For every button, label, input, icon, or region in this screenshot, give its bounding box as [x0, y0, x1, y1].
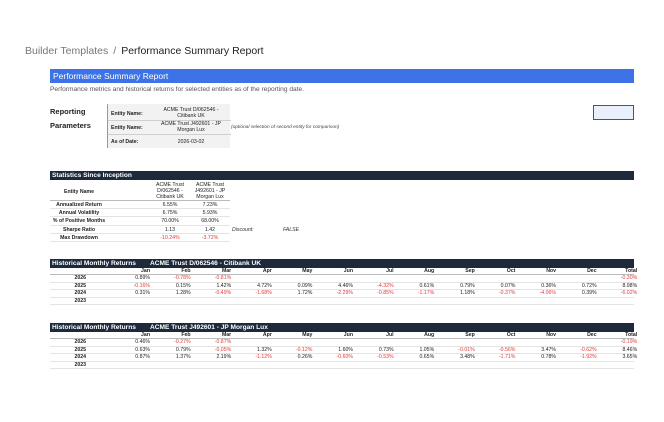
- breadcrumb: [25, 45, 264, 57]
- monthly-returns-entity: ACME Trust J492601 - JP Morgan Lux: [150, 324, 268, 331]
- return-cell: 0.09%: [297, 282, 313, 289]
- stat-value-entity1: 6.55%: [162, 202, 178, 208]
- column-header: Sep: [465, 268, 475, 274]
- year-label: 2024: [74, 354, 86, 361]
- return-cell: 1.37%: [175, 354, 191, 361]
- as-of-date-label: As of Date:: [111, 139, 139, 145]
- column-header: Total: [625, 268, 638, 274]
- return-cell: 1.60%: [338, 346, 353, 353]
- table-row: [50, 354, 638, 362]
- header-line: Morgan Lux: [196, 194, 224, 201]
- stat-value-entity2: -3.72%: [201, 234, 219, 241]
- column-header: Oct: [506, 332, 516, 338]
- column-header: Apr: [262, 268, 272, 274]
- column-header: Dec: [587, 332, 597, 338]
- return-cell: -0.05%: [214, 346, 232, 353]
- return-cell: 0.87%: [135, 354, 150, 361]
- return-cell: 0.61%: [419, 282, 435, 289]
- return-cell: 8.46%: [622, 346, 638, 353]
- table-row: [50, 339, 638, 347]
- entity1-select[interactable]: [154, 107, 228, 119]
- entity2-column-header: [190, 182, 230, 201]
- header-line: Citibank UK: [156, 194, 184, 201]
- column-header: Jan: [141, 332, 150, 338]
- divider: [108, 134, 231, 135]
- return-cell: 0.31%: [135, 290, 150, 297]
- stat-label: % of Positive Months: [52, 218, 106, 225]
- stat-value-entity1: 6.75%: [162, 210, 178, 217]
- table-row: [50, 362, 634, 370]
- statistics-header: [50, 171, 634, 180]
- column-header: Jul: [386, 332, 394, 338]
- stat-value-entity1: 70.00%: [161, 218, 179, 225]
- return-cell: -0.62%: [580, 346, 597, 353]
- return-cell: -0.27%: [174, 339, 191, 345]
- return-cell: 0.26%: [297, 354, 313, 361]
- monthly-returns-entity: ACME Trust D/062546 - Citibank UK: [150, 260, 262, 267]
- return-cell: 0.46%: [135, 339, 150, 345]
- return-cell: 0.78%: [541, 354, 556, 361]
- return-cell: -0.30%: [620, 275, 638, 281]
- header-line: ACME Trust: [156, 182, 184, 188]
- table-row: [50, 346, 638, 355]
- entity-name-header: Entity Name: [64, 189, 94, 195]
- selected-cell[interactable]: [593, 105, 634, 120]
- return-cell: -0.60%: [336, 354, 353, 361]
- column-header: Feb: [181, 332, 191, 338]
- column-header-row: [50, 268, 638, 275]
- return-cell: 1.42%: [216, 282, 232, 289]
- entity1-line1: ACME Trust D/062546 -: [163, 107, 219, 113]
- report-subtitle: Performance metrics and historical returns for selected entities as of the reporting date.: [50, 86, 304, 93]
- return-cell: -1.71%: [498, 354, 516, 361]
- entity2-line2: Morgan Lux: [177, 127, 205, 134]
- return-cell: 0.65%: [419, 354, 435, 361]
- entity1-column-header: [150, 182, 190, 201]
- table-row: [50, 217, 230, 225]
- column-header: Apr: [262, 332, 272, 338]
- column-header: Jan: [141, 268, 150, 274]
- entity2-label: Entity Name:: [111, 125, 143, 131]
- return-cell: -0.53%: [377, 354, 394, 361]
- monthly-returns-table-entity2: [50, 332, 638, 369]
- return-cell: 0.79%: [175, 346, 191, 353]
- monthly-returns-title: Historical Monthly Returns: [52, 260, 136, 267]
- parameters-panel: [107, 104, 230, 148]
- return-cell: -4.32%: [377, 282, 394, 289]
- header-line: ACME Trust: [196, 182, 224, 188]
- stat-value-entity2: 68.00%: [201, 218, 219, 225]
- monthly-returns-header-entity2: [50, 323, 634, 332]
- breadcrumb-current: Performance Summary Report: [121, 45, 264, 57]
- return-cell: 0.89%: [135, 275, 150, 281]
- stat-label: Max Drawdown: [60, 234, 98, 241]
- column-header: Jun: [343, 332, 353, 338]
- return-cell: 0.07%: [500, 282, 516, 289]
- column-header: Oct: [506, 268, 516, 274]
- discount-label: Discount:: [232, 227, 254, 233]
- year-label: 2024: [74, 290, 86, 297]
- table-row: [50, 290, 638, 298]
- stat-value-entity2: 5.93%: [202, 210, 218, 217]
- return-cell: 0.36%: [541, 282, 556, 289]
- table-row: [50, 234, 230, 242]
- return-cell: -1.17%: [417, 290, 435, 297]
- table-row: [50, 226, 230, 234]
- return-cell: 4.46%: [338, 282, 353, 289]
- header-line: D/062546 -: [157, 188, 183, 195]
- return-cell: -0.01%: [458, 346, 475, 353]
- return-cell: 8.98%: [622, 282, 638, 289]
- column-header: May: [302, 332, 313, 338]
- reporting-parameters-heading-line2: Parameters: [50, 121, 91, 130]
- monthly-returns-table-entity1: [50, 268, 638, 305]
- return-cell: -0.19%: [620, 339, 638, 345]
- return-cell: 0.73%: [378, 346, 394, 353]
- return-cell: -0.16%: [133, 282, 150, 289]
- return-cell: -4.06%: [539, 290, 556, 297]
- stat-label: Sharpe Ratio: [63, 226, 95, 233]
- return-cell: -2.29%: [336, 290, 353, 297]
- return-cell: 1.05%: [419, 346, 435, 353]
- return-cell: -0.85%: [377, 290, 394, 297]
- column-header: Sep: [465, 332, 475, 338]
- year-label: 2026: [74, 339, 86, 345]
- stat-label: Annual Volatility: [58, 210, 100, 217]
- column-header: Jul: [386, 268, 394, 274]
- year-label: 2023: [74, 361, 86, 368]
- column-header: Aug: [424, 268, 435, 274]
- return-cell: -6.02%: [620, 290, 638, 297]
- table-row: [50, 201, 230, 209]
- return-cell: 3.47%: [541, 346, 556, 353]
- column-header-row: [50, 332, 638, 339]
- return-cell: -1.12%: [255, 354, 272, 361]
- return-cell: -0.81%: [214, 275, 232, 281]
- entity1-label: Entity Name:: [111, 111, 143, 117]
- report-title-banner: Performance Summary Report: [50, 69, 634, 83]
- year-label: 2026: [74, 275, 86, 281]
- return-cell: 0.72%: [581, 282, 597, 289]
- stat-label: Annualized Return: [56, 202, 102, 208]
- return-cell: 4.72%: [257, 282, 272, 289]
- monthly-returns-title: Historical Monthly Returns: [52, 324, 136, 331]
- table-row: [50, 275, 638, 283]
- column-header: Dec: [587, 268, 597, 274]
- year-label: 2023: [74, 297, 86, 304]
- statistics-title: Statistics Since Inception: [52, 172, 132, 179]
- column-header: Feb: [181, 268, 191, 274]
- monthly-returns-header-entity1: [50, 259, 634, 268]
- return-cell: 2.19%: [216, 354, 232, 361]
- return-cell: -0.78%: [174, 275, 191, 281]
- return-cell: -1.68%: [255, 290, 272, 297]
- return-cell: -0.37%: [498, 290, 516, 297]
- statistics-header-row: [50, 182, 230, 201]
- year-label: 2025: [74, 346, 86, 353]
- column-header: Aug: [424, 332, 435, 338]
- table-row: [50, 298, 634, 306]
- breadcrumb-separator: /: [113, 45, 117, 57]
- column-header: Total: [625, 332, 638, 338]
- column-header: Nov: [546, 332, 556, 338]
- entity2-line1: ACME Trust J492601 - JP: [161, 121, 221, 127]
- table-row: [50, 282, 638, 291]
- entity2-select[interactable]: [154, 121, 228, 133]
- column-header: Nov: [546, 268, 556, 274]
- column-header: Mar: [221, 332, 232, 338]
- as-of-date-field[interactable]: 2026-03-02: [177, 139, 205, 145]
- return-cell: 3.48%: [460, 354, 475, 361]
- return-cell: 0.79%: [460, 282, 475, 289]
- return-cell: 1.28%: [175, 290, 191, 297]
- return-cell: -0.56%: [498, 346, 516, 353]
- return-cell: 0.63%: [135, 346, 150, 353]
- stat-value-entity1: -10.24%: [160, 234, 180, 241]
- entity2-note: (optional selection of second entity for comparison): [231, 125, 340, 130]
- return-cell: 0.15%: [175, 282, 191, 289]
- table-row: [50, 209, 230, 217]
- return-cell: 1.18%: [460, 290, 475, 297]
- column-header: May: [302, 268, 313, 274]
- return-cell: 3.65%: [622, 354, 638, 361]
- reporting-parameters-heading-line1: Reporting: [50, 107, 86, 116]
- column-header: Mar: [221, 268, 232, 274]
- year-label: 2025: [74, 282, 86, 289]
- stat-value-entity1: 1.13: [164, 226, 176, 233]
- return-cell: 1.32%: [257, 346, 272, 353]
- statistics-table: [50, 182, 230, 242]
- return-cell: -0.87%: [214, 339, 232, 345]
- stat-value-entity2: 7.23%: [202, 202, 218, 208]
- column-header: Jun: [343, 268, 353, 274]
- entity1-line2: Citibank UK: [177, 113, 205, 120]
- discount-value[interactable]: FALSE: [283, 227, 300, 233]
- stat-value-entity2: 1.42: [204, 226, 216, 233]
- breadcrumb-parent[interactable]: Builder Templates: [25, 45, 109, 57]
- return-cell: 1.72%: [297, 290, 313, 297]
- header-line: J492601 - JP: [194, 188, 226, 195]
- return-cell: -1.92%: [580, 354, 597, 361]
- return-cell: -0.49%: [214, 290, 232, 297]
- return-cell: 0.39%: [581, 290, 597, 297]
- return-cell: -0.12%: [295, 346, 313, 353]
